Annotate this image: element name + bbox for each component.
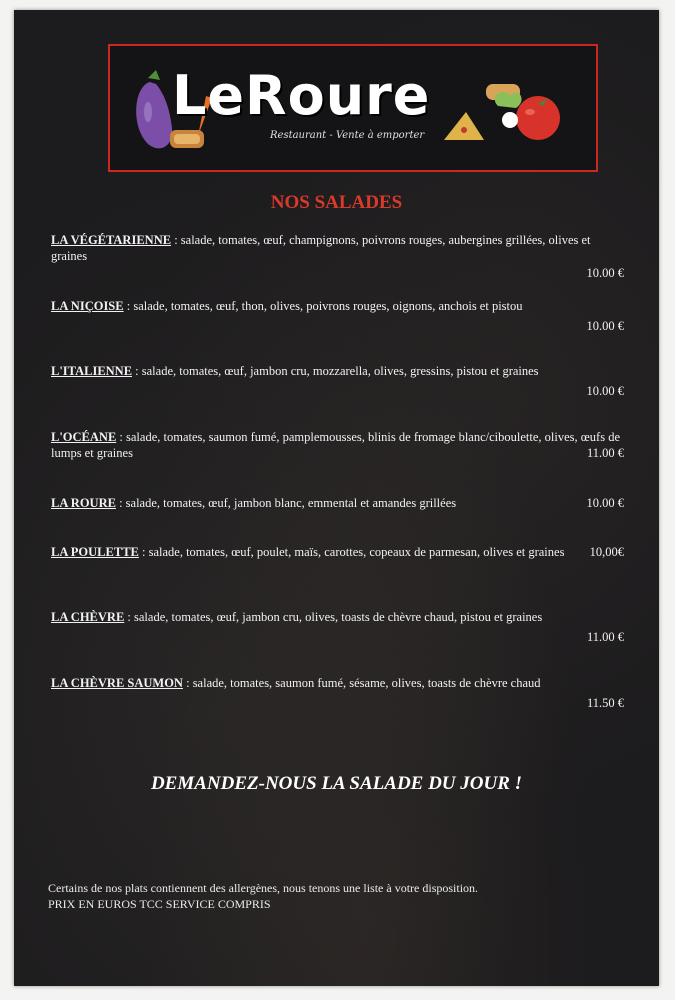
item-description: : salade, tomates, œuf, jambon cru, olives, toasts de chèvre chaud, pistou et graines [124,610,543,624]
menu-item [51,675,624,711]
item-name: LA CHÈVRE [51,610,125,624]
item-name: LA VÉGÉTARIENNE [51,233,172,247]
menu-page [14,10,659,986]
item-description: : salade, tomates, œuf, champignons, poivrons rouges, aubergines grillées, olives et graines [51,233,591,263]
item-price: 10,00€ [589,545,624,559]
section-title: NOS SALADES [270,192,403,213]
item-price: 10.00 € [586,266,624,280]
item-description: : salade, tomates, œuf, poulet, maïs, carottes, copeaux de parmesan, olives et graines [138,545,565,559]
item-description: : salade, tomates, œuf, jambon blanc, emmental et amandes grillées [115,496,457,510]
logo-banner [108,44,598,172]
menu-item [51,298,624,334]
menu-item [51,495,624,511]
menu-item [51,609,624,645]
eggplant-icon [136,70,172,148]
item-price: 11.50 € [586,696,624,710]
item-name: L'OCÉANE [51,430,117,444]
item-name: LA ROURE [51,496,116,510]
logo-name: LeRoure [172,64,431,127]
item-description: : salade, tomates, saumon fumé, pamplemousses, blinis de fromage blanc/ciboulette, olives, œufs de lumps et graines [51,430,620,460]
menu-item [51,363,624,399]
daily-salad-promo: DEMANDEZ-NOUS LA SALADE DU JOUR ! [150,773,523,794]
item-name: L'ITALIENNE [51,364,133,378]
menu-item [51,544,624,560]
item-price: 11.00 € [586,630,624,644]
item-price: 11.00 € [586,446,624,460]
tomato-icon [516,96,560,140]
item-price: 10.00 € [586,319,624,333]
item-description: : salade, tomates, œuf, jambon cru, mozzarella, olives, gressins, pistou et graines [132,364,539,378]
footer-notes [48,880,628,912]
menu-item [51,232,624,281]
item-description: : salade, tomates, saumon fumé, sésame, olives, toasts de chèvre chaud [182,676,541,690]
item-name: LA NIÇOISE [51,299,124,313]
item-price: 10.00 € [586,496,624,510]
item-name: LA CHÈVRE SAUMON [51,676,183,690]
allergens-note: Certains de nos plats contiennent des allergènes, nous tenons une liste à votre disposition. [48,881,479,895]
item-price: 10.00 € [586,384,624,398]
menu-item [51,429,624,461]
prices-note: PRIX EN EUROS TCC SERVICE COMPRIS [48,897,271,911]
item-description: : salade, tomates, œuf, thon, olives, poivrons rouges, oignons, anchois et pistou [123,299,523,313]
logo-tagline: Restaurant - Vente à emporter [270,130,425,141]
item-name: LA POULETTE [51,545,139,559]
